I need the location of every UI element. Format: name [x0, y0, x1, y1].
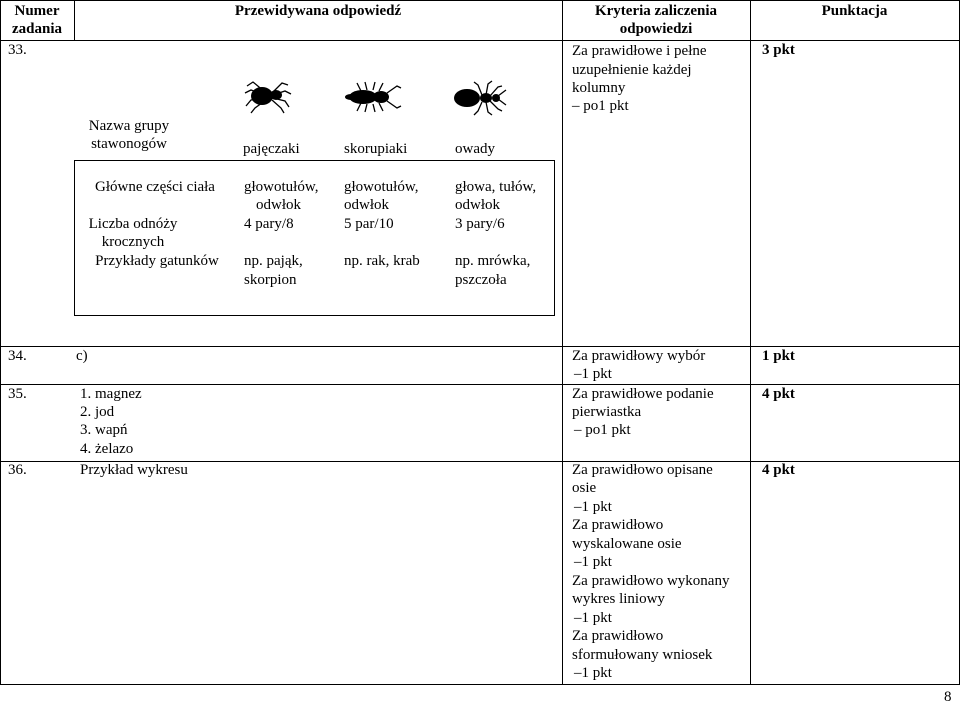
row-label-species: Przykłady gatunków	[95, 253, 219, 269]
q33-criteria-1: Za prawidłowe i pełne	[572, 43, 707, 59]
crustacean-icon	[343, 80, 403, 114]
table-border-bottom	[0, 684, 960, 685]
q36-criteria-2: osie	[572, 480, 597, 496]
table-border-top	[0, 0, 960, 1]
q34-criteria-1: Za prawidłowy wybór	[572, 348, 706, 364]
q35-criteria-3: – po1 pkt	[574, 422, 631, 438]
species-pajeczaki-1: np. pająk,	[244, 253, 303, 269]
q35-answer-2: 2. jod	[80, 404, 115, 420]
q35-answer-3: 3. wapń	[80, 422, 128, 438]
q36-criteria-1: Za prawidłowo opisane	[572, 462, 713, 478]
legs-skorupiaki: 5 par/10	[344, 216, 394, 232]
q35-criteria-2: pierwiastka	[572, 404, 642, 420]
group-label-line1: Nazwa grupy	[88, 118, 170, 134]
insect-icon	[452, 80, 508, 116]
q36-criteria-7: Za prawidłowo wykonany	[572, 573, 730, 589]
group-label-line2: stawonogów	[91, 136, 167, 152]
q36-criteria-11: sformułowany wniosek	[572, 647, 713, 663]
q35-number: 35.	[8, 386, 27, 402]
q34-answer: c)	[76, 348, 88, 364]
header-numer: Numer	[14, 3, 60, 19]
q33-number: 33.	[8, 42, 27, 58]
header-separator	[0, 40, 960, 41]
header-kryteria-line1: Kryteria zaliczenia	[594, 3, 718, 19]
table-border-left	[0, 0, 1, 685]
q35-answer-1: 1. magnez	[80, 386, 142, 402]
q36-points: 4 pkt	[762, 462, 795, 478]
body-parts-pajeczaki-2: odwłok	[256, 197, 301, 213]
header-odpowiedz: Przewidywana odpowiedź	[234, 3, 402, 19]
q36-number: 36.	[8, 462, 27, 478]
body-parts-skorupiaki-2: odwłok	[344, 197, 389, 213]
spider-icon	[243, 78, 293, 114]
page-number: 8	[944, 689, 952, 705]
q36-criteria-3: –1 pkt	[574, 499, 612, 515]
body-parts-skorupiaki-1: głowotułów,	[344, 179, 419, 195]
body-parts-owady-1: głowa, tułów,	[455, 179, 537, 195]
q33-criteria-2: uzupełnienie każdej	[572, 62, 692, 78]
row-separator-34	[0, 346, 960, 347]
row-separator-35	[0, 384, 960, 385]
q36-criteria-12: –1 pkt	[574, 665, 612, 681]
header-punktacja: Punktacja	[821, 3, 888, 19]
row-label-legs-2: krocznych	[101, 234, 165, 250]
body-parts-pajeczaki-1: głowotułów,	[244, 179, 319, 195]
q33-inner-box-top	[74, 160, 554, 161]
criteria-column-divider	[750, 0, 751, 685]
species-pajeczaki-2: skorpion	[244, 272, 297, 288]
q34-points: 1 pkt	[762, 348, 795, 364]
q36-criteria-4: Za prawidłowo	[572, 517, 664, 533]
q35-answer-4: 4. żelazo	[80, 441, 134, 457]
species-owady-1: np. mrówka,	[455, 253, 531, 269]
q34-criteria-2: –1 pkt	[574, 366, 612, 382]
species-owady-2: pszczoła	[455, 272, 507, 288]
group-owady: owady	[455, 141, 495, 157]
species-skorupiaki: np. rak, krab	[344, 253, 420, 269]
group-pajeczaki: pajęczaki	[243, 141, 300, 157]
q36-answer: Przykład wykresu	[80, 462, 188, 478]
q35-criteria-1: Za prawidłowe podanie	[572, 386, 714, 402]
q36-criteria-9: –1 pkt	[574, 610, 612, 626]
header-kryteria-line2: odpowiedzi	[619, 21, 693, 37]
q33-criteria-3: kolumny	[572, 80, 626, 96]
body-parts-owady-2: odwłok	[455, 197, 500, 213]
header-zadania: zadania	[11, 21, 62, 37]
q36-criteria-6: –1 pkt	[574, 554, 612, 570]
row-label-body-parts: Główne części ciała	[95, 179, 215, 195]
q36-criteria-8: wykres liniowy	[572, 591, 665, 607]
q33-inner-box-bottom	[74, 315, 554, 316]
q35-points: 4 pkt	[762, 386, 795, 402]
q36-criteria-5: wyskalowane osie	[572, 536, 682, 552]
answer-column-divider	[562, 0, 563, 685]
q36-criteria-10: Za prawidłowo	[572, 628, 664, 644]
legs-owady: 3 pary/6	[455, 216, 505, 232]
row-label-legs-1: Liczba odnóży	[88, 216, 178, 232]
q34-number: 34.	[8, 348, 27, 364]
q33-inner-box-right	[554, 160, 555, 316]
group-skorupiaki: skorupiaki	[344, 141, 408, 157]
legs-pajeczaki: 4 pary/8	[244, 216, 294, 232]
q33-points: 3 pkt	[762, 42, 795, 58]
q33-criteria-4: – po1 pkt	[572, 98, 629, 114]
